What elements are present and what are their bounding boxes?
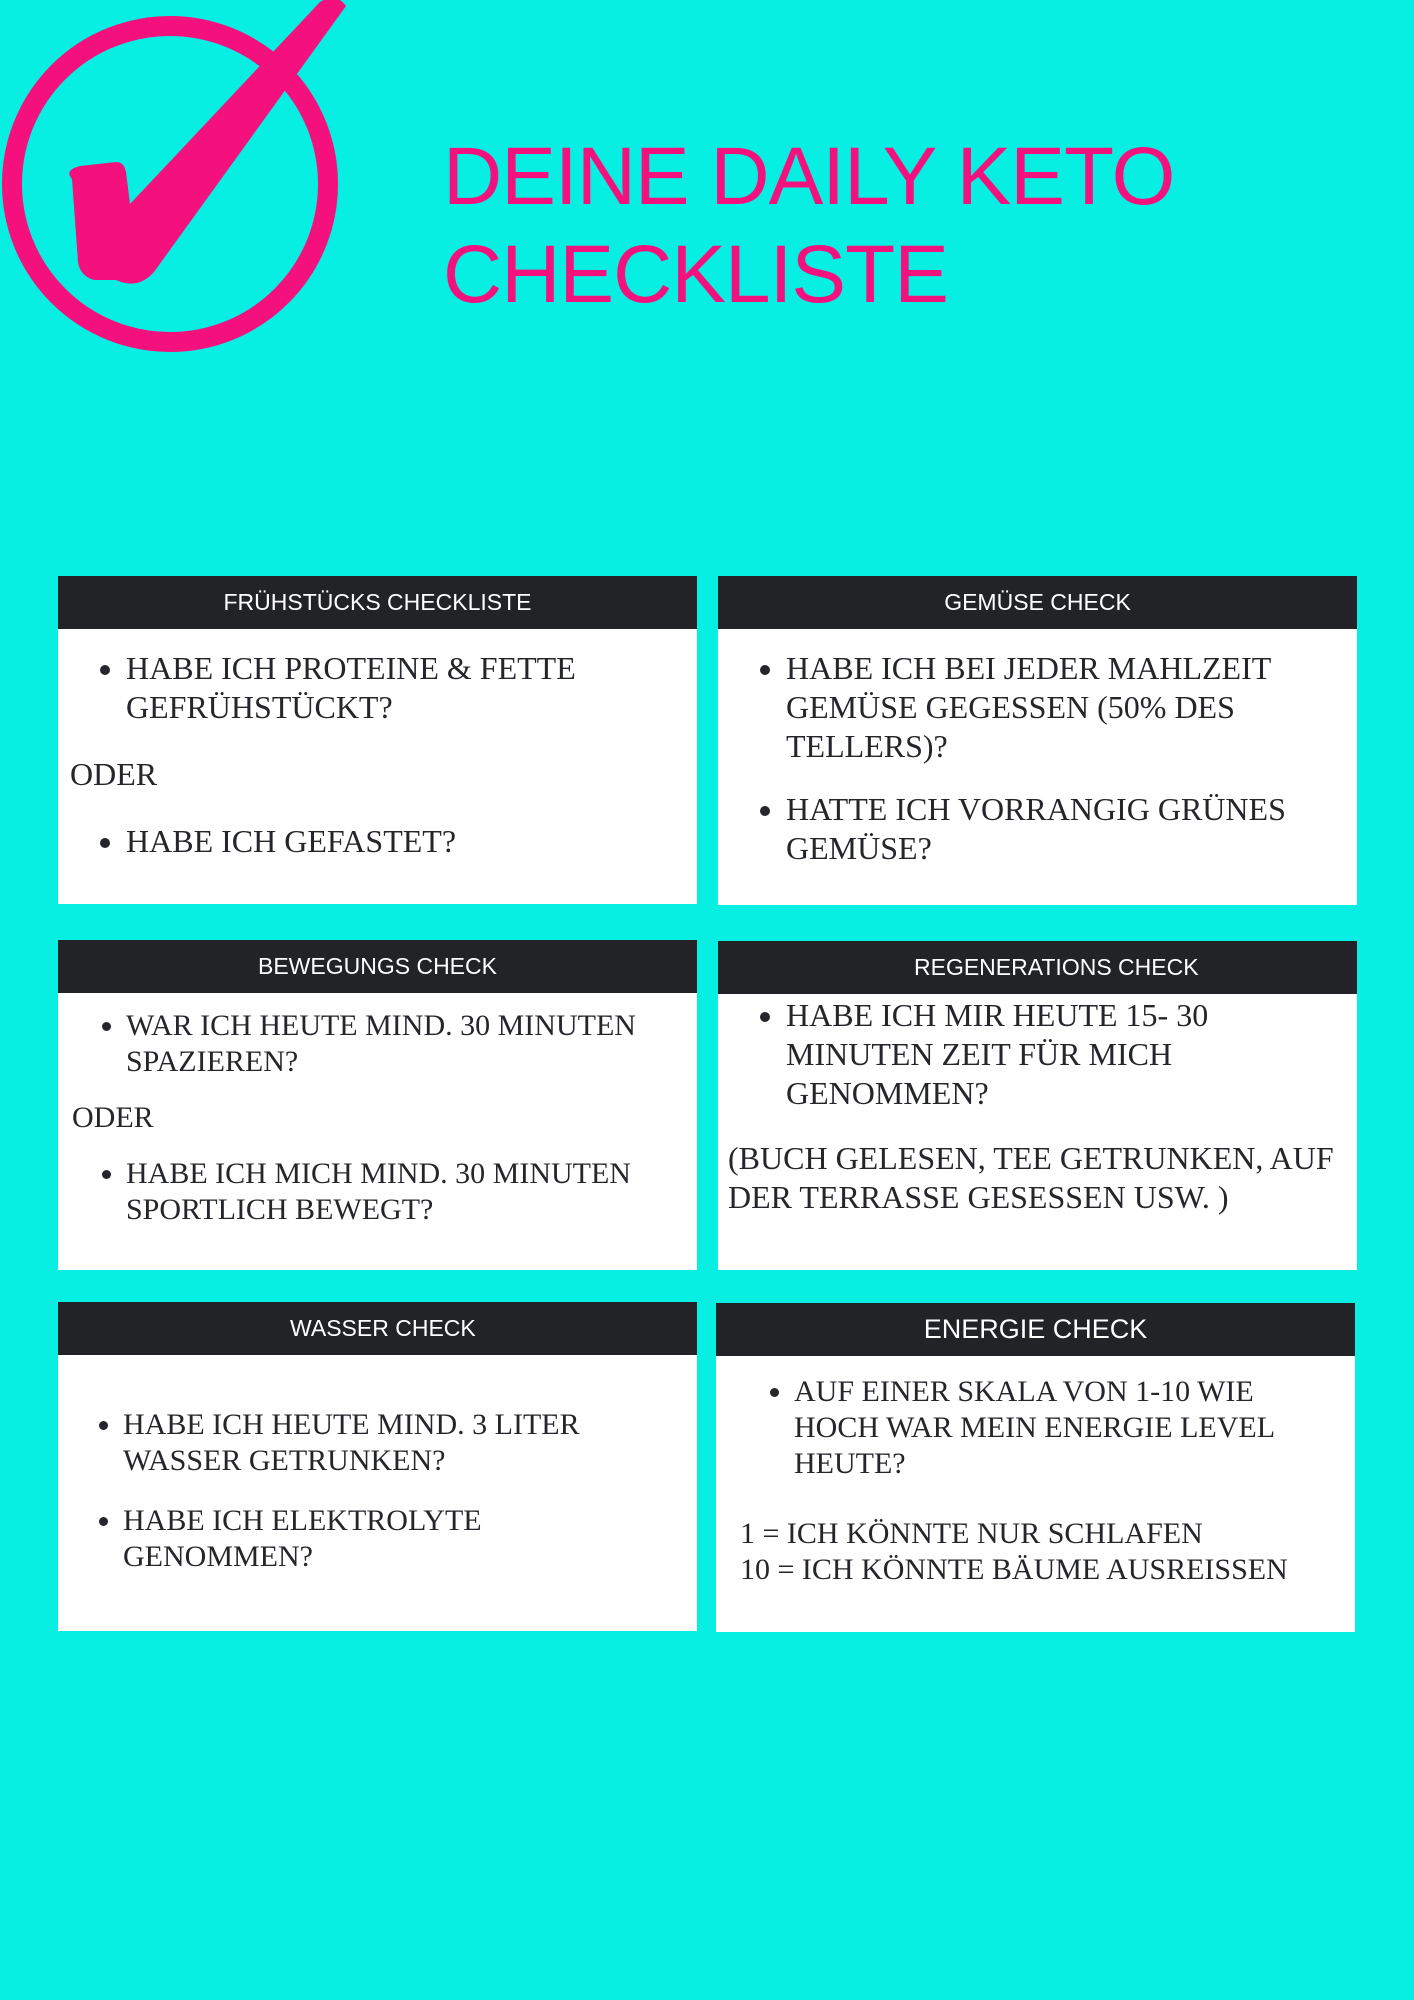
regeneration-card (718, 941, 1357, 1270)
movement-card-heading: BEWEGUNGS CHECK (58, 940, 697, 993)
movement-item-walk: • WAR ICH HEUTE MIND. 30 MINUTEN SPAZIEREN? (126, 1008, 697, 1080)
breakfast-card-heading: FRÜHSTÜCKS CHECKLISTE (58, 576, 697, 629)
water-list (58, 1407, 697, 1575)
energy-scale-legend (716, 1516, 1355, 1588)
movement-item-sport: • HABE ICH MICH MIND. 30 MINUTEN SPORTLICH BEWEGT? (126, 1156, 697, 1228)
movement-separator: ODER (72, 1101, 154, 1134)
movement-card (58, 940, 697, 1270)
breakfast-card (58, 576, 697, 904)
breakfast-separator: ODER (70, 756, 158, 792)
energy-card (716, 1303, 1355, 1632)
regeneration-list (718, 996, 1357, 1113)
vegetables-list (718, 649, 1357, 868)
energy-scale-high: 10 = ICH KÖNNTE BÄUME AUSREISSEN (740, 1553, 1288, 1586)
energy-card-heading: ENERGIE CHECK (716, 1303, 1355, 1356)
energy-scale-low: 1 = ICH KÖNNTE NUR SCHLAFEN (740, 1517, 1203, 1550)
vegetables-card-heading: GEMÜSE CHECK (718, 576, 1357, 629)
page-title: DEINE DAILY KETO CHECKLISTE (443, 131, 1175, 320)
breakfast-item-fasted: • HABE ICH GEFASTET? (126, 822, 697, 861)
vegetables-item-green: • HATTE ICH VORRANGIG GRÜNES GEMÜSE? (786, 790, 1327, 868)
regeneration-item-me-time: • HABE ICH MIR HEUTE 15- 30 MINUTEN ZEIT FÜR MICH GENOMMEN? (786, 996, 1327, 1113)
water-card (58, 1302, 697, 1631)
regeneration-note: (BUCH GELESEN, TEE GETRUNKEN, AUF DER TERRASSE GESESSEN USW. ) (728, 1140, 1334, 1215)
energy-item-scale-question: • AUF EINER SKALA VON 1-10 WIE HOCH WAR MEIN ENERGIE LEVEL HEUTE? (794, 1374, 1315, 1482)
water-card-heading: WASSER CHECK (58, 1302, 697, 1355)
breakfast-list-alt (58, 822, 697, 861)
movement-list-alt (58, 1156, 697, 1228)
vegetables-card (718, 576, 1357, 905)
breakfast-list (58, 649, 697, 727)
checkmark-circle-icon (0, 0, 358, 364)
energy-list (716, 1374, 1355, 1482)
movement-list (58, 1008, 697, 1080)
vegetables-item-every-meal: • HABE ICH BEI JEDER MAHLZEIT GEMÜSE GEGESSEN (50% DES TELLERS)? (786, 649, 1327, 766)
water-item-electrolytes: • HABE ICH ELEKTROLYTE GENOMMEN? (123, 1503, 667, 1575)
water-item-liters: • HABE ICH HEUTE MIND. 3 LITER WASSER GETRUNKEN? (123, 1407, 667, 1479)
breakfast-item-proteins: • HABE ICH PROTEINE & FETTE GEFRÜHSTÜCKT? (126, 649, 697, 727)
regeneration-card-heading: REGENERATIONS CHECK (718, 941, 1357, 994)
